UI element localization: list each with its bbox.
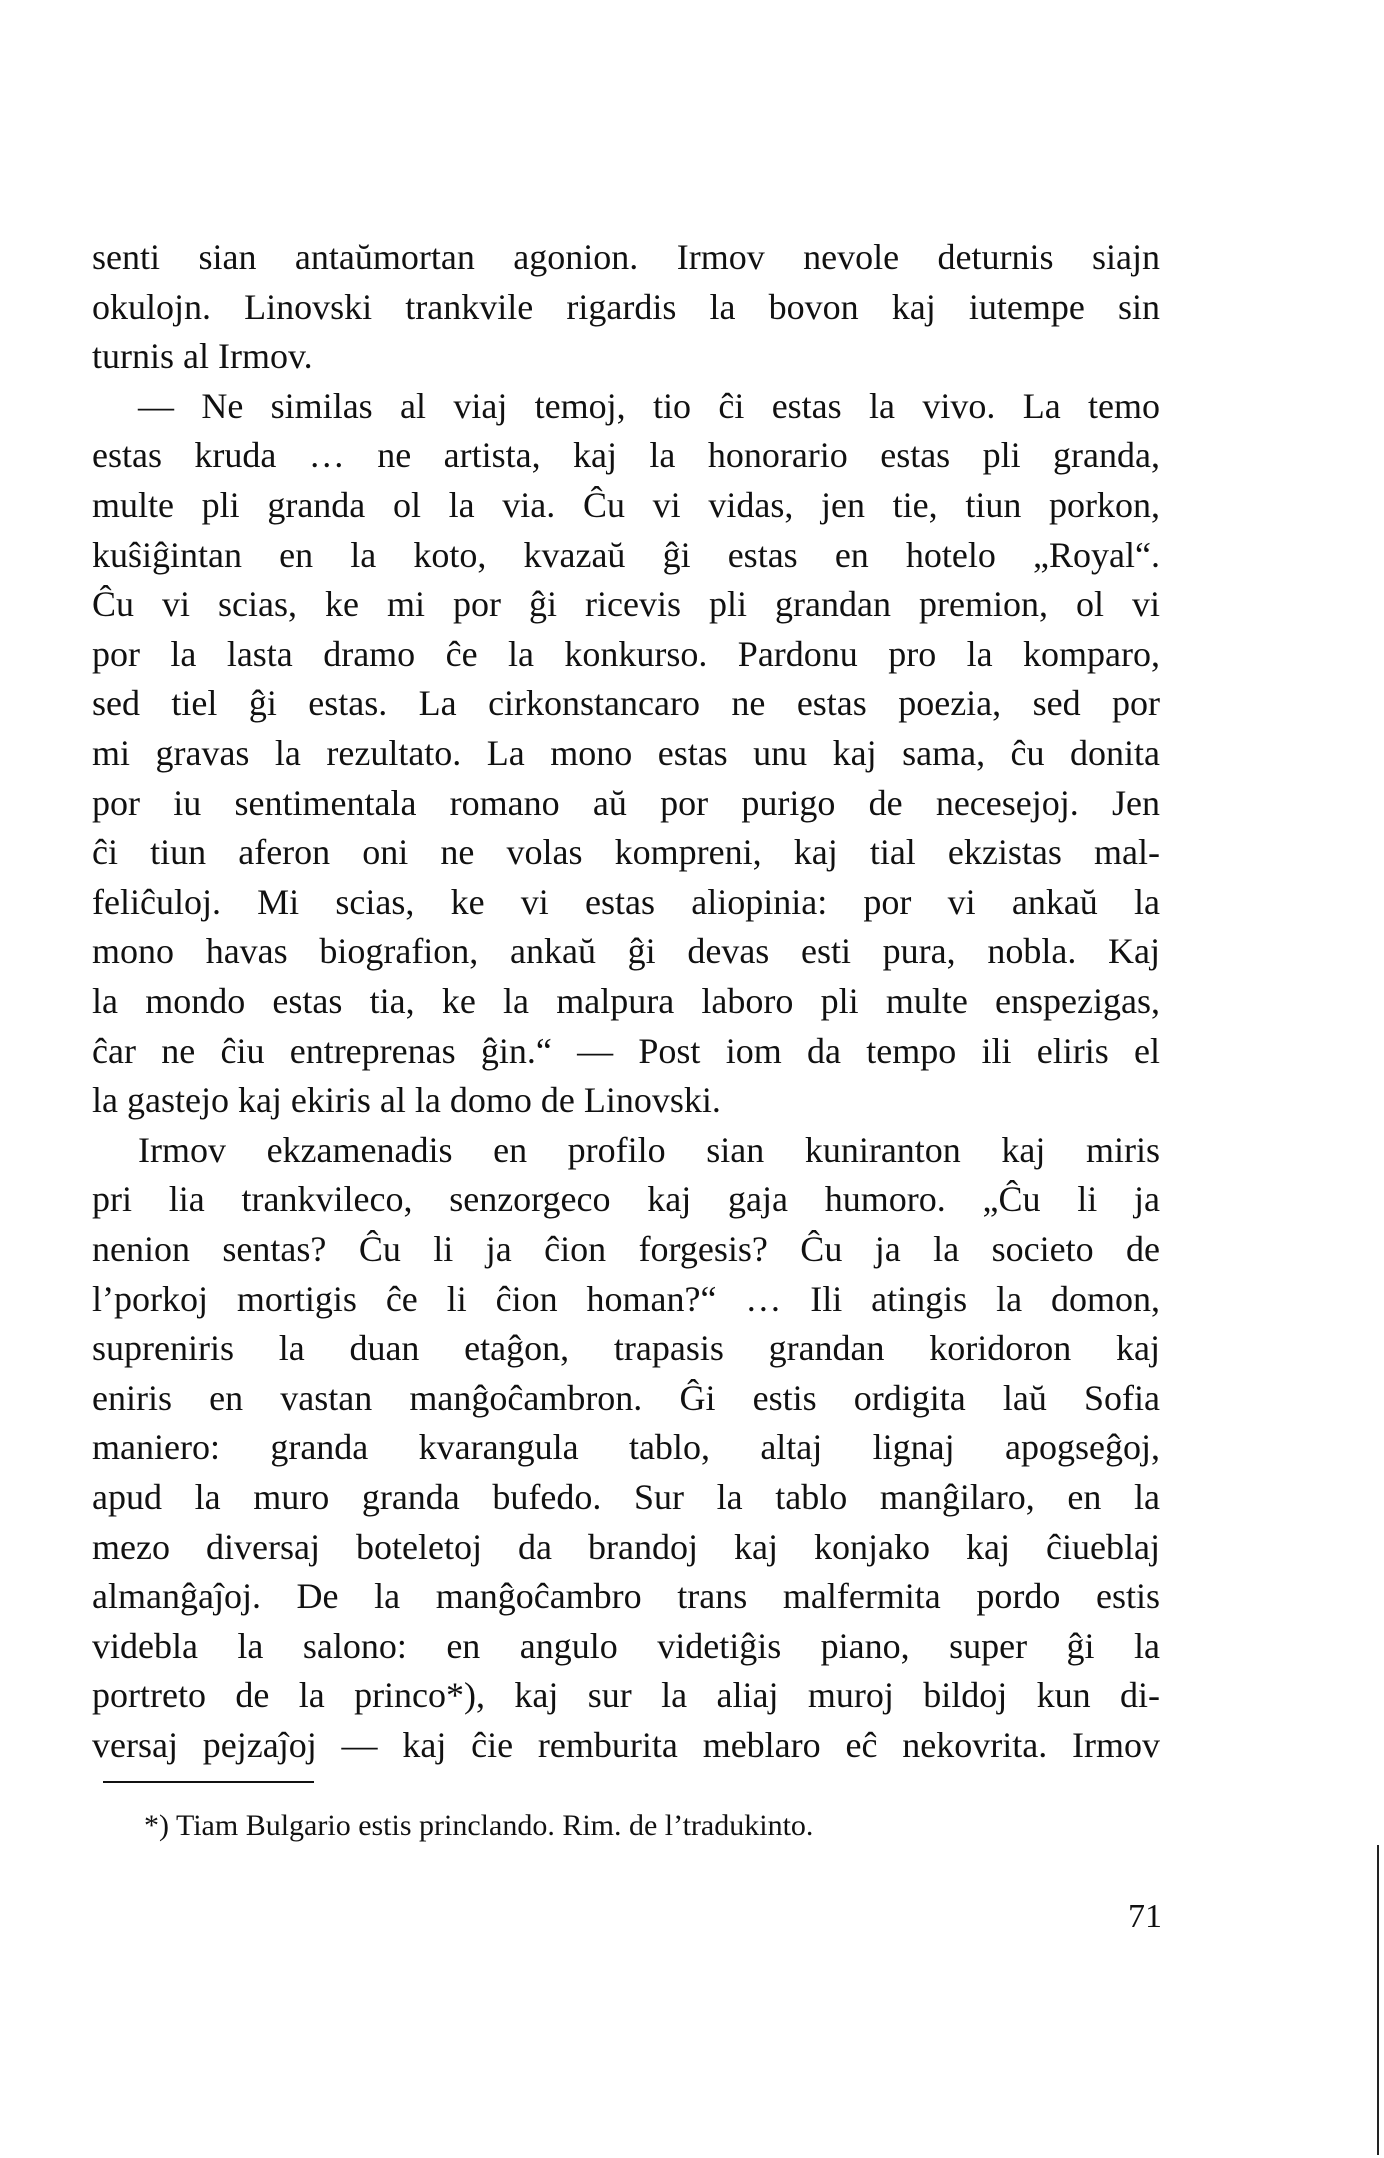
footnote-divider — [103, 1781, 314, 1783]
text-line: Irmov ekzamenadis en profilo sian kuniranton kaj miris — [138, 1129, 1160, 1170]
scan-edge-line — [1377, 1845, 1379, 2155]
text-line: la gastejo kaj ekiris al la domo de Linovski. — [92, 1080, 721, 1121]
text-line: ĉar ne ĉiu entreprenas ĝin.“ — Post iom da tempo ili eliris el — [92, 1030, 1160, 1071]
text-line: mono havas biografion, ankaŭ ĝi devas esti pura, nobla. Kaj — [92, 931, 1160, 972]
text-line: la mondo estas tia, ke la malpura laboro pli multe enspezigas, — [92, 981, 1160, 1021]
text-line: portreto de la princo*), kaj sur la aliaj muroj bildoj kun di- — [92, 1675, 1160, 1716]
text-line: senti sian antaŭmortan agonion. Irmov nevole deturnis siajn — [92, 237, 1160, 277]
page-number: 71 — [1128, 1898, 1162, 1935]
text-line: feliĉuloj. Mi scias, ke vi estas aliopinia: por vi ankaŭ la — [92, 881, 1160, 922]
text-line: estas kruda … ne artista, kaj la honorario estas pli granda, — [92, 435, 1160, 476]
text-line: multe pli granda ol la via. Ĉu vi vidas, jen tie, tiun porkon, — [92, 485, 1160, 525]
text-line: ĉi tiun aferon oni ne volas kompreni, kaj tial ekzistas mal- — [92, 832, 1160, 873]
text-line: sed tiel ĝi estas. La cirkonstancaro ne estas poezia, sed por — [92, 683, 1160, 724]
text-line: Ĉu vi scias, ke mi por ĝi ricevis pli grandan premion, ol vi — [92, 584, 1160, 625]
text-line: por iu sentimentala romano aŭ por purigo de necesejoj. Jen — [92, 782, 1160, 823]
text-line: mi gravas la rezultato. La mono estas unu kaj sama, ĉu donita — [92, 733, 1160, 773]
text-line: mezo diversaj boteletoj da brandoj kaj konjako kaj ĉiueblaj — [92, 1526, 1160, 1567]
text-line: kuŝiĝintan en la koto, kvazaŭ ĝi estas en hotelo „Royal“. — [92, 534, 1160, 575]
text-line: nenion sentas? Ĉu li ja ĉion forgesis? Ĉu ja la societo de — [92, 1229, 1160, 1269]
text-line: por la lasta dramo ĉe la konkurso. Pardonu pro la komparo, — [92, 633, 1160, 674]
text-line: turnis al Irmov. — [92, 336, 313, 377]
text-line: eniris en vastan manĝoĉambron. Ĝi estis ordigita laŭ Sofia — [92, 1377, 1160, 1418]
text-line: — Ne similas al viaj temoj, tio ĉi estas la vivo. La temo — [138, 385, 1160, 426]
text-line: almanĝaĵoj. De la manĝoĉambro trans malfermita pordo estis — [92, 1576, 1160, 1617]
text-line: apud la muro granda bufedo. Sur la tablo manĝilaro, en la — [92, 1477, 1160, 1517]
text-line: videbla la salono: en angulo videtiĝis piano, super ĝi la — [92, 1625, 1160, 1666]
text-line: versaj pejzaĵoj — kaj ĉie remburita meblaro eĉ nekovrita. Irmov — [92, 1725, 1160, 1765]
footnote: *) Tiam Bulgario estis princlando. Rim. de l’tradukinto. — [144, 1809, 814, 1842]
text-line: maniero: granda kvarangula tablo, altaj lignaj apogseĝoj, — [92, 1427, 1160, 1468]
text-line: pri lia trankvileco, senzorgeco kaj gaja humoro. „Ĉu li ja — [92, 1179, 1160, 1220]
text-line: okulojn. Linovski trankvile rigardis la bovon kaj iutempe sin — [92, 286, 1160, 327]
text-line: supreniris la duan etaĝon, trapasis grandan koridoron kaj — [92, 1328, 1160, 1369]
text-line: l’porkoj mortigis ĉe li ĉion homan?“ … Ili atingis la domon, — [92, 1278, 1160, 1319]
